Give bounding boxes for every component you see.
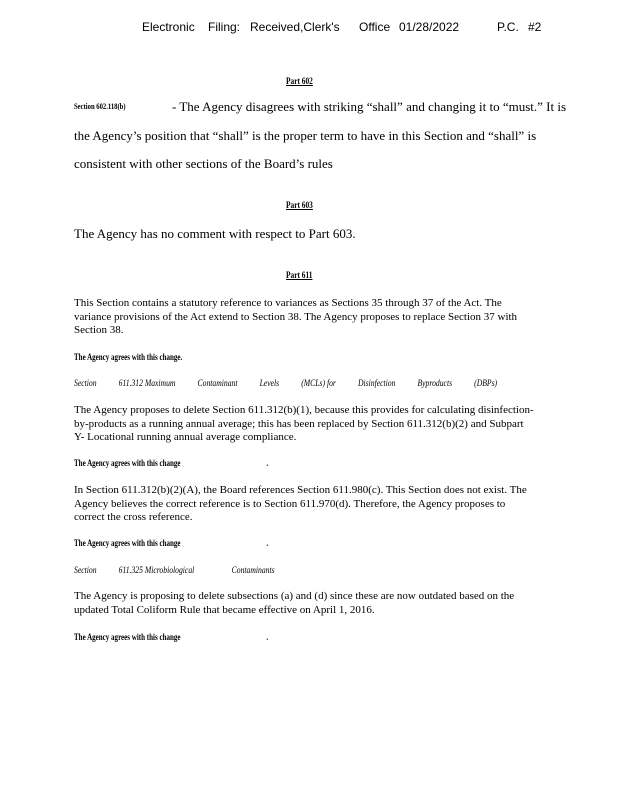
- agree-note-4: [74, 632, 268, 642]
- part-611-paragraph-4: The Agency is proposing to delete subsections (a) and (d) since these are now outdated based on the updated Total Coliform Rule that became effective on April 1, 2016.: [74, 590, 515, 616]
- sec2-word: Contaminants: [231, 565, 275, 575]
- agree-period: .: [266, 458, 269, 468]
- header-electronic: Electronic: [142, 20, 195, 34]
- agree-text: The Agency agrees with this change: [74, 458, 181, 468]
- part-603-text: The Agency has no comment with respect to Part 603.: [74, 226, 356, 241]
- header-date: 01/28/2022: [399, 20, 460, 34]
- part-611-heading: Part 611: [286, 270, 313, 280]
- header-filing: Filing:: [208, 20, 241, 34]
- sec1-word: Levels: [259, 378, 280, 388]
- agree-period: .: [266, 632, 269, 642]
- part-602-line-2: the Agency’s position that “shall” is the proper term to have in this Section and “shall” is: [74, 128, 537, 143]
- agree-text: The Agency agrees with this change: [74, 538, 181, 548]
- agree-period: .: [266, 538, 269, 548]
- sec1-word: Byproducts: [417, 378, 453, 388]
- part-602-line-3: consistent with other sections of the Board’s rules: [74, 156, 333, 171]
- header-received: Received,Clerk's: [250, 20, 340, 34]
- header-number: #2: [528, 20, 542, 34]
- section-611-325-heading: [74, 565, 297, 575]
- sec1-word: (MCLs) for: [301, 378, 336, 388]
- filing-header: [0, 20, 618, 40]
- sec1-word: 611.312 Maximum: [118, 378, 176, 388]
- section-602-label: Section 602.118(b): [74, 101, 126, 111]
- sec1-word: Disinfection: [357, 378, 396, 388]
- agree-text: The Agency agrees with this change: [74, 632, 181, 642]
- header-office: Office: [359, 20, 391, 34]
- sec1-word: Contaminant: [197, 378, 238, 388]
- agree-note-1: The Agency agrees with this change.: [74, 352, 183, 362]
- sec2-word: 611.325 Microbiological: [118, 565, 195, 575]
- section-611-312-heading: [74, 378, 519, 388]
- sec2-word: Section: [74, 565, 97, 575]
- agree-note-2: [74, 458, 268, 468]
- part-603-heading: Part 603: [286, 200, 313, 210]
- part-611-paragraph-1: This Section contains a statutory reference to variances as Sections 35 through 37 of the Act. The variance provisions of the Act extend to Section 38. The Agency proposes to replace Section 37 with Section 38.: [74, 297, 518, 336]
- part-602-line-1: - The Agency disagrees with striking “shall” and changing it to “must.” It is: [172, 99, 567, 114]
- part-611-paragraph-3: In Section 611.312(b)(2)(A), the Board references Section 611.980(c). This Section does not exist. The Agency believes the correct reference is to Section 611.970(d). Therefore, the Agency proposes to correct the cross reference.: [74, 484, 527, 523]
- part-602-heading: Part 602: [286, 76, 313, 86]
- header-pc: P.C.: [497, 20, 519, 34]
- sec1-word: Section: [74, 378, 97, 388]
- part-611-paragraph-2: The Agency proposes to delete Section 611.312(b)(1), because this provides for calculating disinfection-by-products as a running annual average; this has been replaced by Section 611.312(b)(2) and Subpart Y- Locational running annual average compliance.: [74, 404, 534, 443]
- agree-note-3: [74, 538, 268, 548]
- sec1-word: (DBPs): [474, 378, 498, 388]
